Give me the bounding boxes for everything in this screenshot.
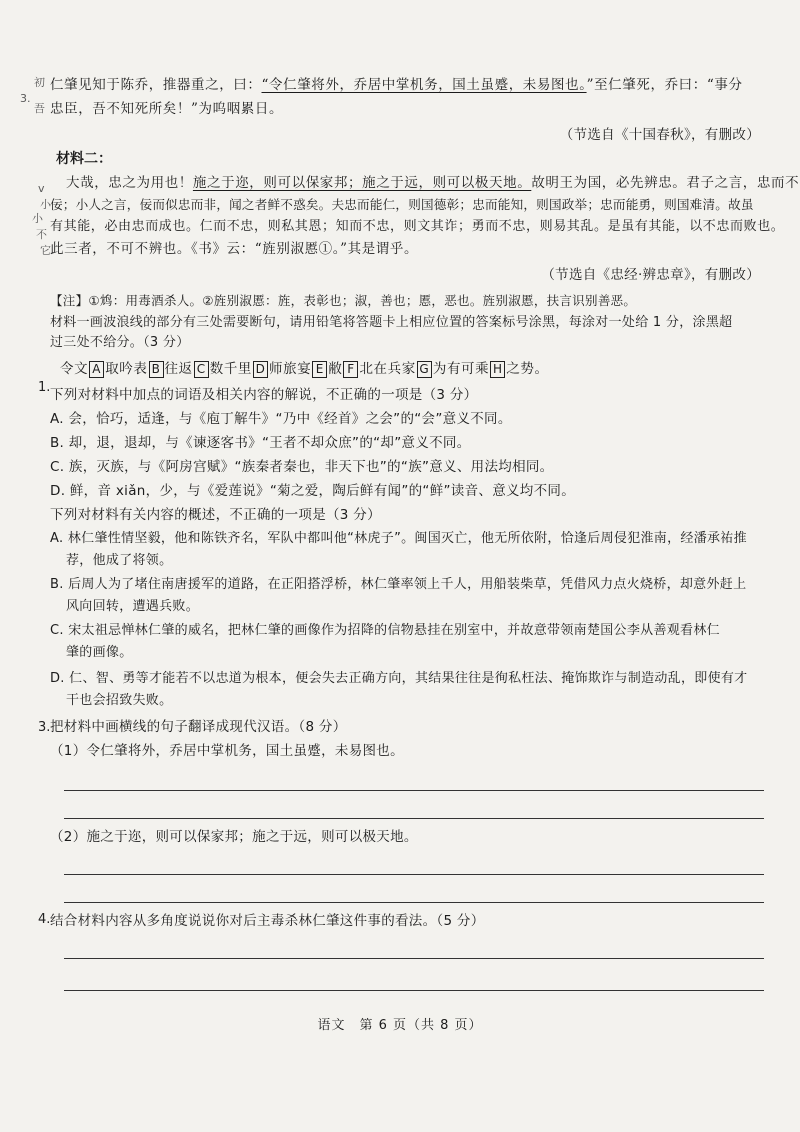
q3-stem: 把材料中画横线的句子翻译成现代汉语。（8 分） — [50, 719, 347, 735]
material2-paragraph-line: 佞；小人之言，佞而似忠而非，闻之者鲜不惑矣。夫忠而能仁，则国德彰；忠而能知，则国政举；忠而能勇，则国难清。故虽 — [50, 197, 754, 212]
handwritten-mark: 3. — [38, 720, 51, 735]
material2-paragraph-line: 有其能，必由忠而成也。仁而不忠，则私其恩；知而不忠，则文其诈；勇而不忠，则易其乱。是虽有其能，以不忠而败也。 — [50, 219, 785, 234]
answer-box-c[interactable]: C — [194, 361, 209, 378]
q2-stem: 下列对材料有关内容的概述，不正确的一项是（3 分） — [50, 507, 381, 523]
underlined-sentence: “令仁肇将外，乔居中掌机务，国土虽蹙，未易图也。 — [261, 77, 587, 93]
break-question-line2: 过三处不给分。（3 分） — [50, 335, 190, 350]
material2-source: （节选自《忠经·辨忠章》，有删改） — [541, 267, 760, 283]
q1-option-b: B. 却，退，退却，与《谏逐客书》“王者不却众庶”的“却”意义不同。 — [50, 435, 471, 451]
handwritten-mark: 3. — [20, 92, 31, 105]
underlined-sentence: 施之于迩，则可以保家邦；施之于远，则可以极天地。 — [192, 175, 532, 191]
material1-line1: 仁肇见知于陈乔，推器重之，曰：“令仁肇将外，乔居中掌机务，国土虽蹙，未易图也。”至仁肇死，乔曰：“事分 — [50, 77, 743, 93]
break-question-line1: 材料一画波浪线的部分有三处需要断句，请用铅笔将答题卡上相应位置的答案标号涂黑，每涂对一处给 1 分，涂黑超 — [50, 315, 733, 330]
answer-line[interactable] — [64, 902, 764, 903]
handwritten-mark: v — [38, 182, 45, 195]
q2-option-b-cont: 风向回转，遭遇兵败。 — [66, 599, 200, 614]
annotation-note: 【注】①鸩：用毒酒杀人。②旌别淑慝：旌，表彰也；淑，善也；慝，恶也。旌别淑慝，扶言识别善恶。 — [50, 293, 637, 308]
answer-box-f[interactable]: F — [343, 361, 358, 378]
material2-paragraph-line: 此三者，不可不辨也。《书》云：“旌别淑慝①。”其是谓乎。 — [50, 241, 419, 257]
material2-paragraph-line: 大哉，忠之为用也！施之于迩，则可以保家邦；施之于远，则可以极天地。故明王为国，必先辨忠。君子之言，忠而不 — [66, 175, 800, 191]
handwritten-mark: 1. — [38, 380, 51, 395]
q1-option-d: D. 鲜，音 xiǎn，少，与《爱莲说》“菊之爱，陶后鲜有闻”的“鲜”读音、意义均不同。 — [50, 483, 576, 499]
handwritten-mark: 小 — [32, 212, 43, 225]
q1-option-a: A. 会，恰巧，适逢，与《庖丁解牛》“乃中《经首》之会”的“会”意义不同。 — [50, 411, 512, 427]
handwritten-mark: 小 — [40, 198, 51, 211]
answer-box-h[interactable]: H — [490, 361, 505, 378]
answer-box-d[interactable]: D — [253, 361, 268, 378]
q4-stem: 结合材料内容从多角度说说你对后主毒杀林仁肇这件事的看法。（5 分） — [50, 913, 485, 929]
answer-line[interactable] — [64, 818, 764, 819]
handwritten-mark: 不 — [36, 228, 47, 241]
q3-sentence-2: （2）施之于迩，则可以保家邦；施之于远，则可以极天地。 — [50, 829, 418, 845]
break-answer-row: 令文 A 取吟表 B 往返 C 数千里 D 师旅宴 E 敝 F 北在兵家 G 为有可乘 H 之势。 — [60, 361, 549, 377]
handwritten-mark: 初 — [34, 76, 45, 89]
answer-box-g[interactable]: G — [417, 361, 432, 378]
answer-box-e[interactable]: E — [312, 361, 327, 378]
q2-option-c: C. 宋太祖忌惮林仁肇的威名，把林仁肇的画像作为招降的信物悬挂在别室中，并故意带领南楚国公李从善观看林仁 — [50, 623, 720, 638]
q1-stem: 下列对材料中加点的词语及相关内容的解说，不正确的一项是（3 分） — [50, 387, 478, 403]
material1-source: （节选自《十国春秋》，有删改） — [559, 127, 760, 143]
q2-option-b: B. 后周人为了堵住南唐援军的道路，在正阳搭浮桥，林仁肇率领上千人，用船装柴草，凭借风力点火烧桥，却意外赶上 — [50, 577, 747, 592]
answer-line[interactable] — [64, 874, 764, 875]
answer-box-b[interactable]: B — [149, 361, 164, 378]
page-footer: 语文 第 6 页（共 8 页） — [317, 1018, 483, 1033]
q1-option-c: C. 族，灭族，与《阿房宫赋》“族秦者秦也，非天下也”的“族”意义、用法均相同。 — [50, 459, 554, 475]
material2-heading: 材料二： — [56, 151, 112, 167]
material1-line2: 忠臣，吾不知死所矣！”为呜咽累日。 — [50, 101, 284, 117]
q2-option-a-cont: 荐，他成了将领。 — [66, 553, 173, 568]
q2-option-a: A. 林仁肇性情坚毅，他和陈铁齐名，军队中都叫他“林虎子”。闽国灭亡，他无所依附，恰逢后周侵犯淮南，经潘承祐推 — [50, 531, 747, 546]
answer-line[interactable] — [64, 790, 764, 791]
handwritten-mark: 4. — [38, 912, 51, 927]
answer-line[interactable] — [64, 958, 764, 959]
answer-box-a[interactable]: A — [89, 361, 104, 378]
handwritten-mark: 吾 — [34, 102, 45, 115]
q2-option-d: D. 仁、智、勇等才能若不以忠道为根本，便会失去正确方向，其结果往往是徇私枉法、掩饰欺诈与制造动乱，即使有才 — [50, 671, 748, 686]
q3-sentence-1: （1）令仁肇将外，乔居中掌机务，国土虽蹙，未易图也。 — [50, 743, 404, 759]
q2-option-d-cont: 干也会招致失败。 — [66, 693, 173, 708]
q2-option-c-cont: 肇的画像。 — [66, 645, 133, 660]
answer-line[interactable] — [64, 990, 764, 991]
handwritten-mark: 它 — [40, 244, 51, 257]
